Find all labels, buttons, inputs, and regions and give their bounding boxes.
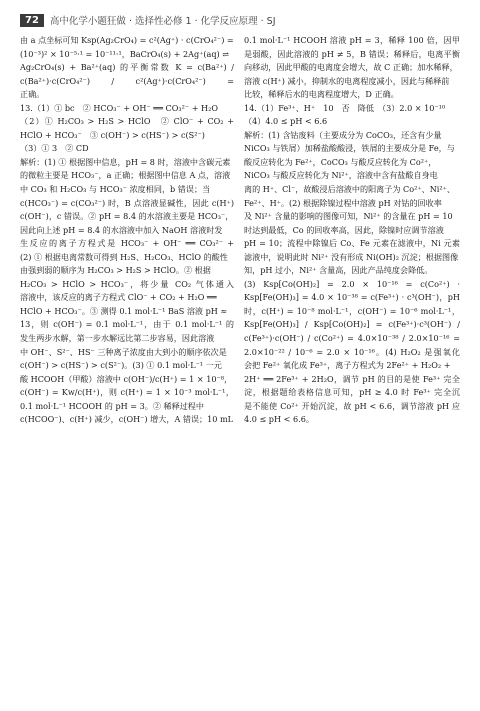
text-line: 由 a 点坐标可知 Ksp(Ag₂CrO₄) = c²(Ag⁺) · c(CrO₄²⁻) =	[20, 35, 234, 45]
text-line: c(OH⁻)，c 错误。② pH = 8.4 的水溶液主要是 HCO₃⁻，	[20, 211, 234, 222]
text-line: c(HCO₃⁻) = c(CO₃²⁻) 时，B 点溶液显碱性，因此 c(H⁺)	[20, 197, 234, 208]
text-line: 是不能使 Co²⁺ 开始沉淀，故 pH < 6.6，调节溶液 pH 应	[244, 400, 460, 411]
book-title: 高中化学小题狂做 · 选择性必修 1 · 化学反应原理 · SJ	[49, 16, 276, 27]
text-line: 的微粒主要是 HCO₃⁻，a 正确；根据图中信息 A 点，溶液	[20, 170, 231, 181]
page-header	[20, 10, 460, 30]
left-column	[20, 34, 234, 427]
text-line: （4）4.0 ≤ pH < 6.6	[244, 116, 328, 127]
text-line: NiCO₃ 与酸反应转化为 Ni²⁺，溶液中含有盐酸自身电	[244, 170, 438, 181]
text-line: HClO + HCO₃⁻ ③ c(OH⁻) > c(HS⁻) > c(S²⁻)	[20, 129, 205, 140]
page-number: 72	[20, 14, 44, 27]
text-line: 4.0 ≤ pH < 6.6。	[244, 414, 314, 425]
text-line: 滤液中，说明此时 Ni²⁺ 没有形成 Ni(OH)₂ 沉淀；根据图像	[244, 251, 459, 262]
text-line: 向移动，因此甲酸的电离度会增大，故 C 正确；加水稀释，	[244, 62, 458, 73]
text-line: Ag₂CrO₄(s) + Ba²⁺(aq) 的平衡常数 K = c(Ba²⁺) /	[20, 62, 234, 73]
text-line: 解析：(1) 含钴废料（主要成分为 CoCO₃，还含有少量	[244, 129, 442, 140]
text-line: 2.0×10⁻²² / 10⁻⁶ = 2.0 × 10⁻¹⁶。(4) H₂O₂ 是强氧化	[244, 346, 460, 357]
text-line: (3) Ksp[Co(OH)₂] = 2.0 × 10⁻¹⁶ = c(Co²⁺) ·	[244, 278, 460, 289]
text-line: Ksp[Fe(OH)₃] / Ksp[Co(OH)₂] = c(Fe³⁺)·c³(OH⁻) /	[244, 319, 460, 330]
text-line: 13.（1）① bc ② HCO₃⁻ + OH⁻ ══ CO₃²⁻ + H₂O	[20, 102, 218, 113]
text-line: （2）① H₂CO₃ > H₂S > HClO ② ClO⁻ + CO₂ +	[20, 116, 234, 127]
text-line: 溶液中，该反应的离子方程式 ClO⁻ + CO₂ + H₂O ══	[20, 292, 217, 303]
text-line: 淀，根据题给表格信息可知，pH ≥ 4.0 时 Fe³⁺ 完全沉	[244, 387, 460, 398]
text-line: 中 CO₃ 和 H₂CO₃ 与 HCO₃⁻ 浓度相同，b 错误；当	[20, 184, 211, 195]
text-line: （3）① 3 ② CD	[20, 143, 89, 154]
text-line: 及 Ni²⁺ 含量的影响的图像可知，Ni²⁺ 的含量在 pH = 10	[244, 211, 453, 222]
text-line: 是弱酸，因此溶液的 pH ≠ 5，B 错误；稀释后，电离平衡	[244, 48, 460, 59]
text-line: 14.（1）Fe³⁺、H⁺ 10 否 降低 （3）2.0 × 10⁻¹⁰	[244, 102, 446, 113]
text-line: 时达到最低，Co 的回收率高，因此，除镍时应调节溶液	[244, 224, 444, 235]
text-line: (2) ① 根据电离常数可得到 H₂S、H₂CO₃、HClO 的酸性	[20, 251, 228, 262]
text-line: 知，pH 过小，Ni²⁺ 含量高，因此产品纯度会降低。	[244, 265, 433, 276]
text-line: c(HCOO⁻)、c(H⁺) 减少，c(OH⁻) 增大，A 错误；10 mL	[20, 414, 234, 425]
text-line: 酸反应转化为 Fe²⁺，CoCO₃ 与酸反应转化为 Co²⁺，	[244, 156, 437, 167]
text-line: 中 OH⁻、S²⁻、HS⁻ 三种离子浓度由大到小的顺序依次是	[20, 346, 227, 357]
text-line: 正确。	[20, 89, 45, 100]
text-line: 解析：(1) ① 根据图中信息，pH = 8 时，溶液中含碳元素	[20, 156, 231, 167]
text-line: c(OH⁻) = Kw/c(H⁺)，则 c(H⁺) = 1 × 10⁻³ mol·L⁻¹，	[20, 387, 234, 398]
text-line: c(Ba²⁺)·c(CrO₄²⁻) / c²(Ag⁺)·c(CrO₄²⁻) =	[20, 75, 234, 86]
text-line: (10⁻³)² × 10⁻⁵·¹ = 10⁻¹¹·¹，BaCrO₄(s) + 2Ag⁺(aq) ⇌	[20, 48, 230, 59]
text-line: 0.1 mol·L⁻¹ HCOOH 的 pH = 3。② 稀释过程中	[20, 400, 204, 411]
text-line: Fe²⁺、H⁺。(2) 根据除镍过程中溶液 pH 对钴的回收率	[244, 197, 442, 208]
text-line: 0.1 mol·L⁻¹ HCOOH 溶液 pH = 3，稀释 100 倍，因甲	[244, 35, 460, 45]
text-line: pH = 10；流程中除镍后 Co、Fe 元素在滤液中，Ni 元素	[244, 238, 460, 249]
text-line: 时，c(H⁺) = 10⁻⁸ mol·L⁻¹，c(OH⁻) = 10⁻⁶ mol·L⁻¹，	[244, 305, 460, 316]
text-line: NiCO₃ 与铁屑）加稀盐酸酸浸，铁屑的主要成分是 Fe，与	[244, 143, 455, 154]
text-line: 因此向上述 pH = 8.4 的水溶液中加入 NaOH 溶液时发	[20, 224, 223, 235]
text-line: 2H⁺ ══ 2Fe³⁺ + 2H₂O，调节 pH 的目的是使 Fe³⁺ 完全	[244, 373, 460, 384]
text-line: 酸 HCOOH（甲酸）溶液中 c(OH⁻)/c(H⁺) = 1 × 10⁻⁸，	[20, 373, 233, 384]
text-line: HClO + HCO₃⁻。③ 测得 0.1 mol·L⁻¹ BaS 溶液 pH ≈	[20, 305, 228, 316]
right-column	[244, 34, 460, 427]
text-line: Ksp[Fe(OH)₃] = 4.0 × 10⁻³⁸ = c(Fe³⁺) · c³(OH⁻)，pH	[244, 292, 460, 303]
text-line: c(Fe³⁺)·c(OH⁻) / c(Co²⁺) = 4.0×10⁻³⁸ / 2.0×10⁻¹⁶ =	[244, 333, 460, 344]
text-line: 13，则 c(OH⁻) = 0.1 mol·L⁻¹，由于 0.1 mol·L⁻¹ 的	[20, 319, 234, 330]
text-line: 由强到弱的顺序为 H₂CO₃ > H₂S > HClO。② 根据	[20, 265, 211, 276]
text-line: c(OH⁻) > c(HS⁻) > c(S²⁻)。(3) ① 0.1 mol·L⁻¹ 一元	[20, 360, 222, 371]
text-line: 发生两步水解，第一步水解远比第二步容易，因此溶液	[20, 333, 215, 344]
text-line: 溶液 c(H⁺) 减小，抑制水的电离程度减小，因此与稀释前	[244, 75, 450, 86]
text-line: 生反应的离子方程式是 HCO₃⁻ + OH⁻ ══ CO₃²⁻ +	[20, 238, 234, 249]
text-line: 比较，稀释后水的电离程度增大，D 正确。	[244, 89, 399, 100]
text-line: 离的 H⁺、Cl⁻，故酸浸后溶液中的阳离子为 Co²⁺、Ni²⁺、	[244, 184, 455, 195]
text-line: 会把 Fe²⁺ 氧化成 Fe³⁺，离子方程式为 2Fe²⁺ + H₂O₂ +	[244, 360, 451, 371]
text-line: H₂CO₃ > HClO > HCO₃⁻，将少量 CO₂ 气体通入	[20, 278, 234, 289]
